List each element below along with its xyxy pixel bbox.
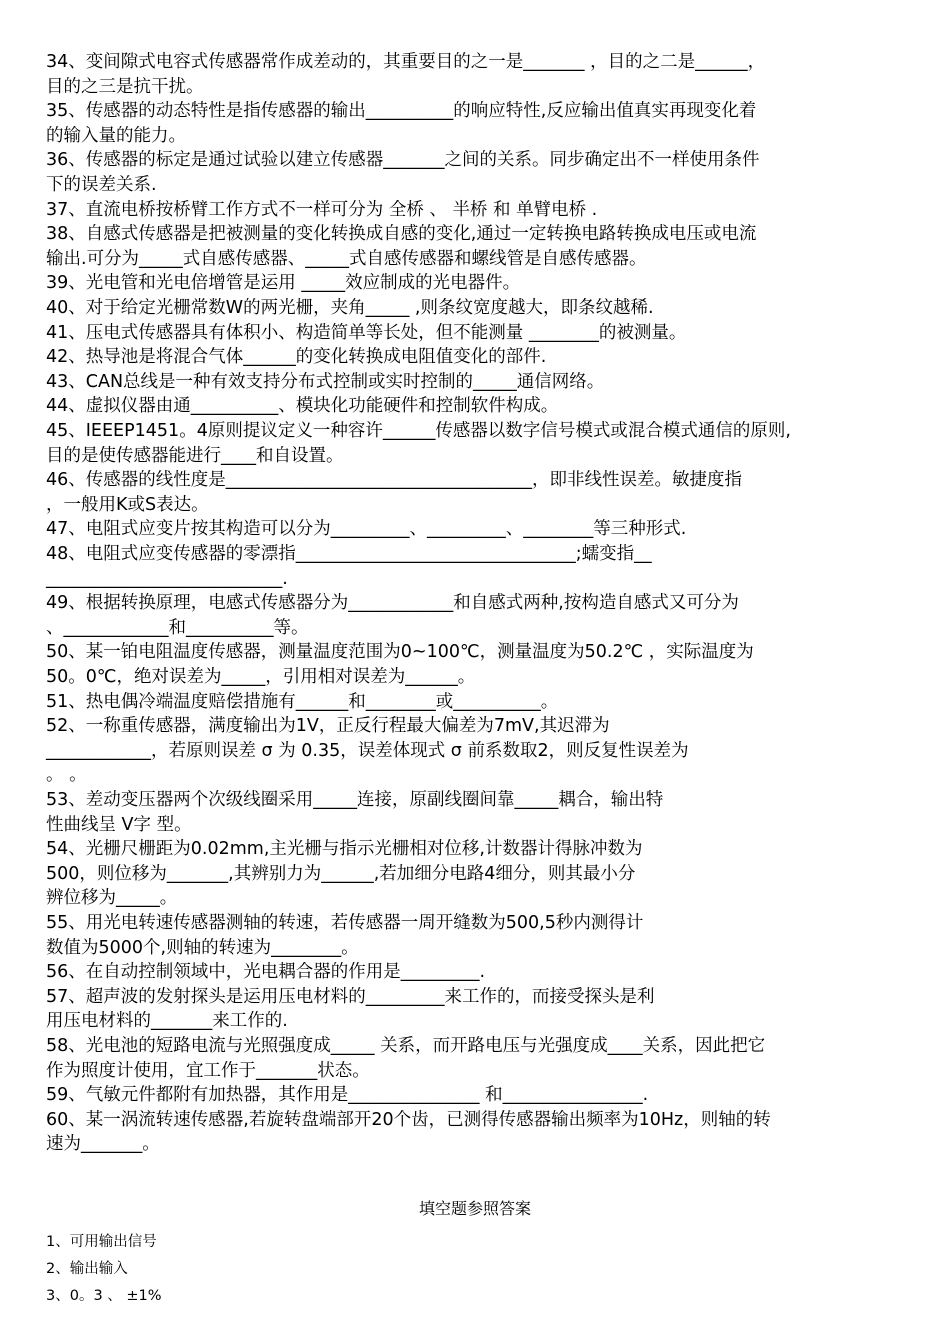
question-item bbox=[46, 960, 906, 985]
question-item bbox=[46, 394, 906, 419]
question-line: 55、用光电转速传感器测轴的转速，若传感器一周开缝数为500,5秒内测得计 bbox=[46, 913, 644, 933]
question-line: 35、传感器的动态特性是指传感器的输出__________的响应特性,反应输出值真实再现变化着 bbox=[46, 101, 757, 122]
question-line: 下的误差关系. bbox=[46, 174, 157, 195]
question-item bbox=[46, 222, 906, 271]
answer-item: 1、可用输出信号 bbox=[46, 1234, 157, 1250]
question-line: 47、电阻式应变片按其构造可以分为_________、_________、________等三种形式. bbox=[46, 519, 687, 540]
question-line: 数值为5000个,则轴的转速为________。 bbox=[46, 937, 359, 958]
question-line: 40、对于给定光栅常数W的两光栅，夹角_____ ,则条纹宽度越大，即条纹越稀. bbox=[46, 298, 654, 318]
question-item bbox=[46, 591, 906, 640]
question-line: 43、CAN总线是一种有效支持分布式控制或实时控制的_____通信网络。 bbox=[46, 371, 605, 392]
question-item bbox=[46, 788, 906, 837]
question-line: 37、直流电桥按桥臂工作方式不一样可分为 全桥 、 半桥 和 单臂电桥 . bbox=[46, 199, 598, 220]
question-item bbox=[46, 419, 906, 468]
question-line: 用压电材料的_______来工作的. bbox=[46, 1011, 288, 1032]
question-line: ____________，若原则误差 σ 为 0.35，误差体现式 σ 前系数取2，则反复性误差为 bbox=[46, 740, 689, 761]
question-item bbox=[46, 517, 906, 542]
question-item bbox=[46, 271, 906, 296]
question-item bbox=[46, 1108, 906, 1157]
question-line: 38、自感式传感器是把被测量的变化转换成自感的变化,通过一定转换电路转换成电压或电流 bbox=[46, 224, 757, 245]
answer-item: 2、输出输入 bbox=[46, 1261, 128, 1277]
question-line: 44、虚拟仪器由通__________、模块化功能硬件和控制软件构成。 bbox=[46, 396, 559, 417]
question-line: 53、差动变压器两个次级线圈采用_____连接，原副线圈间靠_____耦合，输出特 bbox=[46, 790, 664, 810]
question-line: 60、某一涡流转速传感器,若旋转盘端部开20个齿，已测得传感器输出频率为10Hz，则轴的转 bbox=[46, 1109, 771, 1130]
question-item bbox=[46, 148, 906, 197]
question-line: 50、某一铂电阻温度传感器，测量温度范围为0~100℃，测量温度为50.2℃ ，实际温度为 bbox=[46, 642, 754, 663]
question-line: 59、气敏元件都附有加热器，其作用是_______________ 和________________. bbox=[46, 1085, 649, 1106]
question-item bbox=[46, 370, 906, 395]
question-item bbox=[46, 345, 906, 370]
question-item bbox=[46, 468, 906, 517]
question-line: 48、电阻式应变传感器的零漂指________________________________;蠕变指__ bbox=[46, 544, 652, 564]
question-line: 51、热电偶冷端温度赔偿措施有______和________或__________。 bbox=[46, 691, 559, 712]
question-item bbox=[46, 837, 906, 911]
question-item bbox=[46, 99, 906, 148]
question-line: 速为_______。 bbox=[46, 1134, 160, 1155]
question-item bbox=[46, 542, 906, 591]
question-line: 作为照度计使用，宜工作于_______状态。 bbox=[46, 1060, 370, 1081]
question-item bbox=[46, 321, 906, 346]
question-line: 性曲线呈 V字 型。 bbox=[46, 814, 192, 835]
question-line: 39、光电管和光电倍增管是运用 _____效应制成的光电器件。 bbox=[46, 273, 521, 294]
question-line: ___________________________. bbox=[46, 568, 288, 589]
question-line: 42、热导池是将混合气体______的变化转换成电阻值变化的部件. bbox=[46, 347, 547, 368]
question-item bbox=[46, 714, 906, 788]
question-line: 52、一称重传感器，满度输出为1V，正反行程最大偏差为7mV,其迟滞为 bbox=[46, 716, 610, 737]
question-line: ，一般用K或S表达。 bbox=[46, 494, 209, 515]
question-line: 。 。 bbox=[46, 765, 87, 786]
question-item bbox=[46, 911, 906, 960]
answer-item: 3、0。3 、 ±1% bbox=[46, 1288, 162, 1304]
question-item bbox=[46, 296, 906, 321]
question-item bbox=[46, 1034, 906, 1083]
question-line: 的输入量的能力。 bbox=[46, 125, 186, 146]
question-line: 输出.可分为_____式自感传感器、_____式自感传感器和螺线管是自感传感器。 bbox=[46, 248, 647, 269]
question-line: 50。0℃，绝对误差为_____，引用相对误差为______。 bbox=[46, 666, 476, 687]
question-item bbox=[46, 640, 906, 689]
question-line: 、____________和__________等。 bbox=[46, 617, 309, 638]
question-line: 41、压电式传感器具有体积小、构造简单等长处，但不能测量 ________的被测量。 bbox=[46, 322, 687, 343]
question-line: 57、超声波的发射探头是运用压电材料的_________来工作的，而接受探头是利 bbox=[46, 986, 655, 1007]
question-line: 56、在自动控制领域中，光电耦合器的作用是_________. bbox=[46, 962, 486, 983]
question-item bbox=[46, 1083, 906, 1108]
question-item bbox=[46, 50, 906, 99]
question-line: 34、变间隙式电容式传感器常作成差动的，其重要目的之一是_______ ，目的之二是______， bbox=[46, 52, 766, 72]
answers-heading: 填空题参照答案 bbox=[418, 1199, 531, 1218]
question-line: 54、光栅尺栅距为0.02mm,主光栅与指示光栅相对位移,计数器计得脉冲数为 bbox=[46, 839, 643, 860]
question-line: 45、IEEEP1451。4原则提议定义一种容许______传感器以数字信号模式或混合模式通信的原则, bbox=[46, 421, 791, 441]
question-line: 49、根据转换原理，电感式传感器分为____________和自感式两种,按构造自感式又可分为 bbox=[46, 593, 739, 614]
question-line: 36、传感器的标定是通过试验以建立传感器_______之间的关系。同步确定出不一样使用条件 bbox=[46, 150, 760, 171]
question-item bbox=[46, 985, 906, 1034]
question-line: 58、光电池的短路电流与光照强度成_____ 关系，而开路电压与光强度成____关系，因此把它 bbox=[46, 1036, 766, 1056]
question-line: 目的之三是抗干扰。 bbox=[46, 76, 204, 97]
question-line: 辨位移为_____。 bbox=[46, 888, 178, 909]
question-item bbox=[46, 690, 906, 715]
question-line: 500，则位移为_______,其辨别力为______,若加细分电路4细分，则其最小分 bbox=[46, 863, 636, 884]
question-line: 目的是使传感器能进行____和自设置。 bbox=[46, 445, 344, 466]
question-item bbox=[46, 198, 906, 223]
question-line: 46、传感器的线性度是___________________________________，即非线性误差。敏捷度指 bbox=[46, 470, 743, 491]
